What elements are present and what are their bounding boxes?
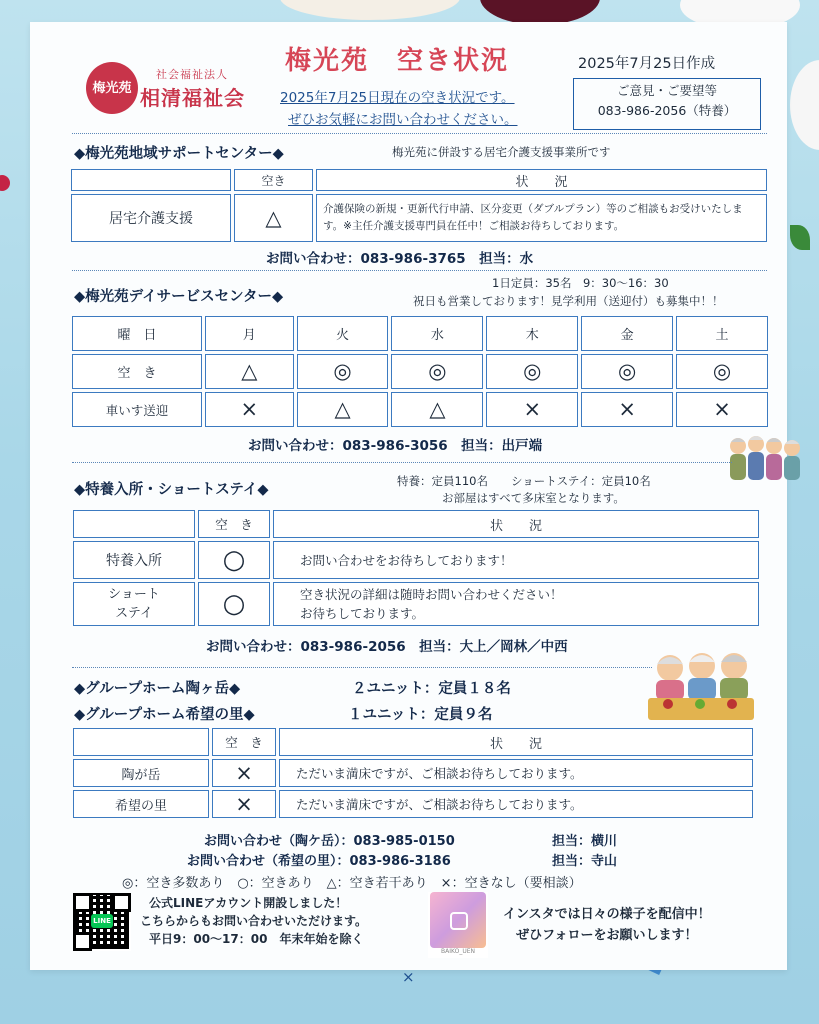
elderly-meal-illustration (648, 642, 754, 722)
background-berry (0, 175, 10, 191)
wheelchair-symbol: △ (297, 392, 389, 427)
row-status: お問い合わせをお待ちしております！ (273, 541, 759, 579)
day-service-note-2: 祝日も営業しております！見学利用（送迎付）も募集中！！ (413, 294, 724, 308)
instagram-info (503, 904, 711, 946)
day-cell: 金 (581, 316, 673, 351)
row-status-line: お待ちしております。 (300, 606, 425, 621)
blank-header (73, 728, 209, 756)
vacancy-symbol: △ (205, 354, 294, 389)
background-egg (790, 60, 819, 150)
blank-header (71, 169, 231, 191)
wheelchair-symbol: × (205, 392, 294, 427)
day-cell: 月 (205, 316, 294, 351)
group-home-inquiry-2: お問い合わせ（希望の里）：083-986-3186 (187, 854, 451, 869)
line-logo-icon: LINE (91, 914, 113, 928)
instagram-icon (450, 912, 468, 930)
divider (72, 270, 767, 271)
line-hours: 平日9：00〜17：00 年末年始を除く (149, 932, 364, 946)
elderly-group-illustration (726, 432, 804, 482)
row-status: 介護保険の新規・更新代行申請、区分変更（ダブルプラン）等のご相談もお受けいたします。※主任介護支援専門員在任中！ご相談お待ちしております。 (316, 194, 767, 242)
vacancy-symbol: × (212, 790, 276, 818)
wheelchair-symbol: × (676, 392, 768, 427)
feedback-label: ご意見・ご要望等 (616, 83, 717, 98)
group-home-capacity-1: ２ユニット：定員１８名 (352, 681, 511, 697)
status-header: 状 況 (273, 510, 759, 538)
vacancy-symbol: ◎ (486, 354, 578, 389)
row-label: 居宅介護支援 (71, 194, 231, 242)
created-date: 2025年7月25日作成 (578, 56, 716, 72)
row-status-line: 空き状況の詳細は随時お問い合わせください！ (300, 587, 563, 602)
vacancy-symbol: ◎ (297, 354, 389, 389)
group-home-capacity-2: １ユニット：定員９名 (348, 707, 493, 723)
group-home-title-2: ◆グループホーム希望の里◆ (74, 707, 255, 723)
symbol-legend: ◎：空き多数あり ○：空きあり △：空き若干あり ×：空きなし（要相談） (122, 876, 582, 891)
row-label: 特養入所 (73, 541, 195, 579)
row-label-line: ステイ (115, 606, 153, 621)
support-center-inquiry: お問い合わせ：083-986-3765 担当：水 (266, 251, 534, 267)
qr-corner (73, 893, 92, 912)
divider (72, 462, 732, 463)
status-header: 状 況 (279, 728, 753, 756)
vacancy-symbol: ○ (198, 582, 270, 626)
line-info (140, 894, 367, 948)
special-nursing-inquiry: お問い合わせ：083-986-2056 担当：大上／岡林／中西 (206, 639, 568, 655)
day-cell: 木 (486, 316, 578, 351)
row-status: ただいま満床ですが、ご相談お待ちしております。 (279, 759, 753, 787)
row-label (73, 582, 195, 626)
flyer-sheet (30, 22, 787, 986)
day-cell: 水 (391, 316, 483, 351)
wheelchair-symbol: × (486, 392, 578, 427)
day-service-title: ◆梅光苑デイサービスセンター◆ (74, 289, 284, 305)
group-home-inquiry-1: お問い合わせ（陶ケ岳）：083-985-0150 (204, 834, 455, 849)
group-home-staff-1: 担当：横川 (552, 834, 618, 849)
vacancy-header: 空 き (198, 510, 270, 538)
day-cell: 火 (297, 316, 389, 351)
wheelchair-symbol: △ (391, 392, 483, 427)
special-nursing-table (70, 507, 762, 629)
special-nursing-note-1: 特養：定員110名 ショートステイ：定員10名 (397, 474, 651, 488)
support-center-table (68, 166, 770, 245)
vacancy-symbol: ○ (198, 541, 270, 579)
row-label: 陶が岳 (73, 759, 209, 787)
instagram-line-1: インスタでは日々の様子を配信中！ (503, 907, 711, 922)
qr-corner (112, 893, 131, 912)
line-qr-code[interactable] (73, 893, 131, 951)
instagram-handle: BAIKO_UEN (441, 948, 475, 955)
status-header: 状 況 (316, 169, 767, 191)
background-leaf (790, 225, 810, 250)
background-plate (280, 0, 460, 20)
feedback-phone: 083-986-2056（特養） (597, 103, 737, 118)
logo-emblem: 梅光苑 (86, 62, 138, 114)
day-row-label: 曜 日 (72, 316, 202, 351)
day-service-note-1: 1日定員：35名 9：30〜16：30 (492, 276, 669, 290)
divider (72, 667, 652, 668)
vacancy-symbol: ◎ (391, 354, 483, 389)
vacancy-row-label: 空 き (72, 354, 202, 389)
page-title: 梅光苑 空き状況 (285, 46, 510, 76)
day-service-inquiry: お問い合わせ：083-986-3056 担当：出戸端 (248, 438, 543, 454)
divider (72, 133, 767, 134)
wheelchair-symbol: × (581, 392, 673, 427)
status-invite-line: ぜひお気軽にお問い合わせください。 (288, 112, 518, 128)
special-nursing-note-2: お部屋はすべて多床室となります。 (442, 491, 625, 505)
qr-corner (73, 932, 92, 951)
group-home-table (70, 725, 756, 821)
special-nursing-title: ◆特養入所・ショートステイ◆ (74, 482, 269, 498)
line-announce: 公式LINEアカウント開設しました！ (149, 896, 348, 910)
row-label: 希望の里 (73, 790, 209, 818)
instagram-line-2: ぜひフォローをお願いします！ (516, 928, 698, 943)
org-name: 相清福祉会 (140, 86, 245, 110)
line-inquiry: こちらからもお問い合わせいただけます。 (140, 914, 368, 928)
instagram-qr-code[interactable] (428, 892, 488, 958)
support-center-note: 梅光苑に併設する居宅介護支援事業所です (392, 145, 611, 159)
group-home-title-1: ◆グループホーム陶ヶ岳◆ (74, 681, 241, 697)
vacancy-header: 空き (234, 169, 313, 191)
day-cell: 土 (676, 316, 768, 351)
status-date-line: 2025年7月25日現在の空き状況です。 (280, 90, 515, 106)
vacancy-symbol: △ (234, 194, 313, 242)
support-center-title: ◆梅光苑地域サポートセンター◆ (74, 146, 284, 162)
decorative-x: × (402, 968, 415, 986)
vacancy-symbol: ◎ (581, 354, 673, 389)
blank-header (73, 510, 195, 538)
vacancy-header: 空 き (212, 728, 276, 756)
vacancy-symbol: × (212, 759, 276, 787)
group-home-staff-2: 担当：寺山 (552, 854, 618, 869)
feedback-box (573, 78, 761, 130)
wheelchair-row-label: 車いす送迎 (72, 392, 202, 427)
day-service-table (69, 313, 771, 430)
row-label-line: ショート (108, 587, 160, 602)
org-type: 社会福祉法人 (156, 68, 228, 81)
row-status (273, 582, 759, 626)
row-status: ただいま満床ですが、ご相談お待ちしております。 (279, 790, 753, 818)
vacancy-symbol: ◎ (676, 354, 768, 389)
